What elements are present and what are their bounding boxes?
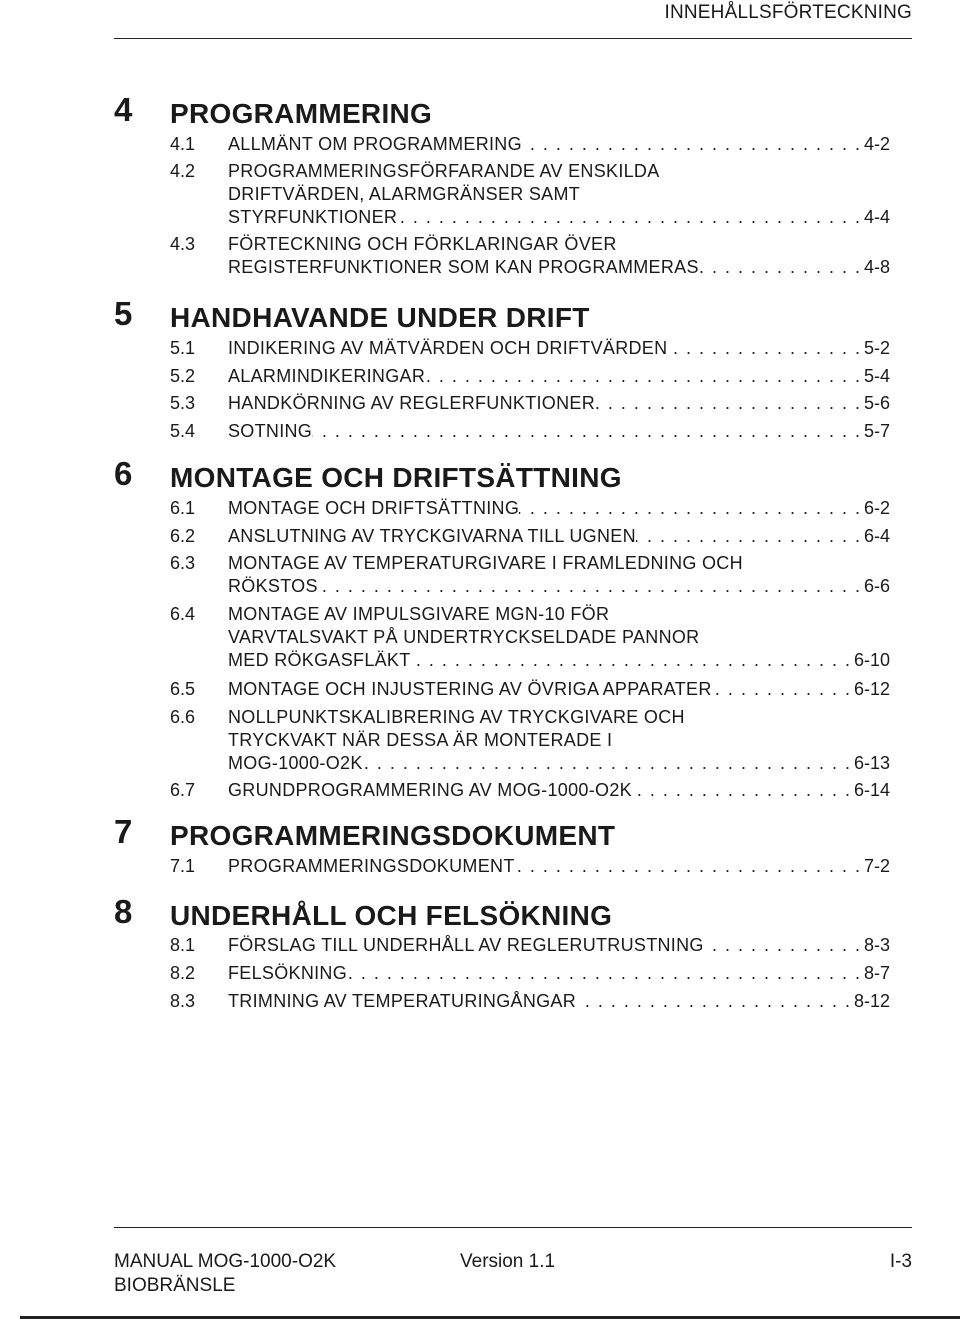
toc-entry-line: GRUNDPROGRAMMERING AV MOG-1000-O2K <box>228 780 632 800</box>
toc-page-number: 4-8 <box>863 257 890 277</box>
toc-entry-last-line <box>228 420 890 443</box>
toc-entry-last-line <box>228 855 890 878</box>
toc-entry-title <box>228 420 890 443</box>
toc-entry-title <box>228 962 890 985</box>
dot-leader <box>411 649 850 672</box>
toc-entry-line: ALLMÄNT OM PROGRAMMERING <box>228 134 522 154</box>
dot-leader <box>636 525 860 548</box>
toc-entry-number: 4.3 <box>170 234 196 254</box>
toc-entry-line: FÖRSLAG TILL UNDERHÅLL AV REGLERUTRUSTNING <box>228 935 704 955</box>
dot-leader <box>699 256 860 279</box>
toc-page-number: 6-2 <box>863 498 890 518</box>
toc-entry-number: 6.3 <box>170 553 196 573</box>
dot-leader <box>363 752 850 775</box>
toc-entry-number: 4.1 <box>170 134 196 154</box>
toc-entry-line: STYRFUNKTIONER <box>228 207 398 227</box>
chapter-number: 7 <box>114 813 133 850</box>
toc-entry-last-line <box>228 990 890 1013</box>
toc-entry-line: HANDKÖRNING AV REGLERFUNKTIONER <box>228 393 596 413</box>
toc-entry-number: 8.1 <box>170 935 196 955</box>
toc-entry-title <box>228 552 890 598</box>
toc-entry-last-line <box>228 337 890 360</box>
toc-entry-title <box>228 855 890 878</box>
chapter-number: 5 <box>114 295 133 332</box>
toc-entry-title <box>228 934 890 957</box>
toc-entry-title <box>228 678 890 701</box>
chapter-title: MONTAGE OCH DRIFTSÄTTNING <box>170 462 622 493</box>
toc-entry-title <box>228 497 890 520</box>
dot-leader <box>522 133 860 156</box>
footer-manual-subtitle: BIOBRÄNSLE <box>114 1275 236 1296</box>
toc-entry-last-line <box>228 525 890 548</box>
toc-page-number: 4-4 <box>863 207 890 227</box>
dot-leader <box>632 779 850 802</box>
toc-entry-title <box>228 525 890 548</box>
toc-entry-line: ANSLUTNING AV TRYCKGIVARNA TILL UGNEN <box>228 526 636 546</box>
toc-entry-line: MOG-1000-O2K <box>228 753 363 773</box>
toc-entry-number: 4.2 <box>170 161 196 181</box>
dot-leader <box>397 206 860 229</box>
toc-entry-line: TRYCKVAKT NÄR DESSA ÄR MONTERADE I <box>228 730 613 750</box>
toc-entry-line: PROGRAMMERINGSDOKUMENT <box>228 856 515 876</box>
toc-page-number: 5-6 <box>863 393 890 413</box>
toc-page-number: 6-10 <box>853 650 890 670</box>
footer-manual-name: MANUAL MOG-1000-O2K <box>114 1251 337 1272</box>
chapter-title: HANDHAVANDE UNDER DRIFT <box>170 302 590 333</box>
toc-entry-title <box>228 365 890 388</box>
dot-leader <box>667 337 860 360</box>
toc-page-number: 8-12 <box>853 991 890 1011</box>
footer-page-number: I-3 <box>889 1251 912 1272</box>
toc-entry-line: TRIMNING AV TEMPERATURINGÅNGAR <box>228 991 577 1011</box>
chapter-title: PROGRAMMERINGSDOKUMENT <box>170 820 616 851</box>
chapter-heading <box>0 808 960 856</box>
toc-entry-number: 6.4 <box>170 604 196 624</box>
toc-entry-last-line <box>228 779 890 802</box>
toc-page-number: 5-7 <box>863 421 890 441</box>
toc-entry-line: MONTAGE AV IMPULSGIVARE MGN-10 FÖR <box>228 604 610 624</box>
footer-version: Version 1.1 <box>460 1251 556 1272</box>
toc-page-number: 8-3 <box>863 935 890 955</box>
toc-entry-number: 5.2 <box>170 366 196 386</box>
dot-leader <box>519 497 860 520</box>
chapter-title: PROGRAMMERING <box>170 98 433 129</box>
toc-entry-number: 6.7 <box>170 780 196 800</box>
toc-entry-line: RÖKSTOS <box>228 576 318 596</box>
toc-entry-title <box>228 779 890 802</box>
chapter-heading <box>0 450 960 498</box>
toc-entry-last-line <box>228 392 890 415</box>
toc-entry-line: PROGRAMMERINGSFÖRFARANDE AV ENSKILDA <box>228 161 660 181</box>
toc-page-number: 6-14 <box>853 780 890 800</box>
toc-entry-last-line <box>228 497 890 520</box>
toc-entry-line: MONTAGE OCH INJUSTERING AV ÖVRIGA APPARATER <box>228 679 712 699</box>
toc-entry-line: NOLLPUNKTSKALIBRERING AV TRYCKGIVARE OCH <box>228 707 685 727</box>
toc-entry-title <box>228 603 890 672</box>
toc-entry-line: FÖRTECKNING OCH FÖRKLARINGAR ÖVER <box>228 234 617 254</box>
toc-entry-number: 7.1 <box>170 856 196 876</box>
toc-entry-last-line <box>228 206 890 229</box>
toc-entry-last-line <box>228 365 890 388</box>
toc-entry-number: 6.1 <box>170 498 196 518</box>
toc-entry-title <box>228 160 890 229</box>
toc-entry-number: 5.3 <box>170 393 196 413</box>
toc-entry-title <box>228 233 890 279</box>
toc-entry-line: MONTAGE OCH DRIFTSÄTTNING <box>228 498 520 518</box>
page-bottom-rule <box>20 1316 960 1319</box>
dot-leader <box>318 575 860 598</box>
chapter-number: 4 <box>114 91 133 128</box>
chapter-heading <box>0 888 960 936</box>
chapter-title: UNDERHÅLL OCH FELSÖKNING <box>170 900 613 931</box>
running-header: INNEHÅLLSFÖRTECKNING <box>664 2 912 23</box>
footer-rule <box>114 1227 912 1228</box>
toc-entry-last-line <box>228 133 890 156</box>
toc-entry-last-line <box>228 678 890 701</box>
chapter-number: 8 <box>114 893 133 930</box>
toc-page-number: 8-7 <box>863 963 890 983</box>
dot-leader <box>425 365 860 388</box>
toc-entry-line: FELSÖKNING <box>228 963 348 983</box>
dot-leader <box>515 855 860 878</box>
toc-entry-line: INDIKERING AV MÄTVÄRDEN OCH DRIFTVÄRDEN <box>228 338 668 358</box>
toc-entry-number: 5.1 <box>170 338 196 358</box>
toc-page-number: 6-12 <box>853 679 890 699</box>
toc-page-number: 5-4 <box>863 366 890 386</box>
toc-entry-last-line <box>228 752 890 775</box>
toc-entry-line: VARVTALSVAKT PÅ UNDERTRYCKSELDADE PANNOR <box>228 627 700 647</box>
toc-entry-last-line <box>228 934 890 957</box>
toc-entry-line: SOTNING <box>228 421 313 441</box>
toc-entry-title <box>228 337 890 360</box>
dot-leader <box>576 990 850 1013</box>
toc-page-number: 4-2 <box>863 134 890 154</box>
toc-entry-last-line <box>228 256 890 279</box>
toc-page-number: 6-6 <box>863 576 890 596</box>
toc-entry-title <box>228 133 890 156</box>
dot-leader <box>312 420 860 443</box>
dot-leader <box>595 392 860 415</box>
toc-entry-number: 6.2 <box>170 526 196 546</box>
toc-entry-title <box>228 392 890 415</box>
dot-leader <box>347 962 860 985</box>
toc-entry-number: 8.2 <box>170 963 196 983</box>
toc-page-number: 5-2 <box>863 338 890 358</box>
toc-entry-number: 6.5 <box>170 679 196 699</box>
footer-manual-title <box>114 1250 336 1298</box>
toc-entry-number: 8.3 <box>170 991 196 1011</box>
toc-entry-last-line <box>228 649 890 672</box>
toc-entry-last-line <box>228 575 890 598</box>
toc-entry-title <box>228 990 890 1013</box>
toc-entry-title <box>228 706 890 775</box>
toc-entry-last-line <box>228 962 890 985</box>
header-rule <box>114 38 912 39</box>
chapter-heading <box>0 86 960 134</box>
toc-entry-line: MED RÖKGASFLÄKT <box>228 650 411 670</box>
toc-entry-line: REGISTERFUNKTIONER SOM KAN PROGRAMMERAS <box>228 257 699 277</box>
toc-entry-line: MONTAGE AV TEMPERATURGIVARE I FRAMLEDNING OCH <box>228 553 743 573</box>
toc-page-number: 6-4 <box>863 526 890 546</box>
toc-entry-line: DRIFTVÄRDEN, ALARMGRÄNSER SAMT <box>228 184 581 204</box>
toc-page-number: 7-2 <box>863 856 890 876</box>
chapter-heading <box>0 290 960 338</box>
dot-leader <box>704 934 860 957</box>
toc-entry-number: 5.4 <box>170 421 196 441</box>
toc-page-number: 6-13 <box>853 753 890 773</box>
chapter-number: 6 <box>114 455 133 492</box>
toc-entry-number: 6.6 <box>170 707 196 727</box>
dot-leader <box>712 678 850 701</box>
toc-entry-line: ALARMINDIKERINGAR <box>228 366 426 386</box>
